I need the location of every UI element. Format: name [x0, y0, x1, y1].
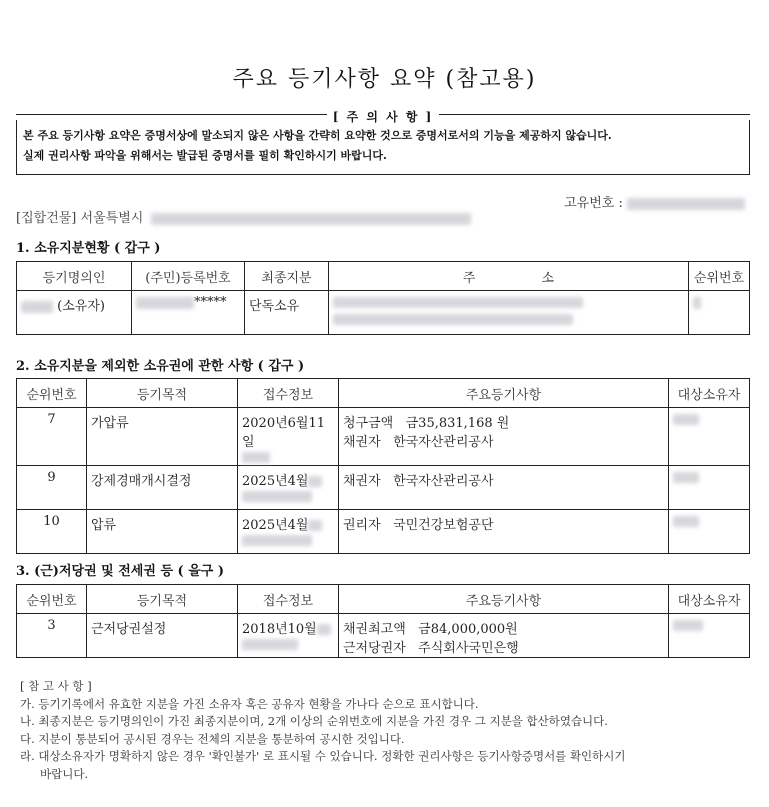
target-owner-cell [669, 408, 750, 466]
redacted-day [308, 520, 322, 531]
regno-cell [132, 291, 245, 335]
target-owner-cell [669, 510, 750, 554]
reference-item: 다. 지분이 통분되어 공시된 경우는 전체의 지분을 통분하여 공시한 것입니다. [20, 731, 405, 746]
receipt-date: 2025년4월 [242, 474, 309, 489]
col-receipt: 접수정보 [238, 379, 339, 408]
redacted-target-owner [673, 472, 699, 483]
table-row [17, 510, 750, 554]
notice-body [16, 120, 750, 175]
redacted-address-line-1 [333, 297, 583, 308]
page-title: 주요 등기사항 요약 (참고용) [232, 67, 537, 92]
receipt-cell [238, 510, 339, 554]
col-rank: 순위번호 [17, 585, 87, 614]
redacted-address-line-2 [333, 314, 573, 325]
col-purpose: 등기목적 [87, 585, 238, 614]
reference-item: 가. 등기기록에서 유효한 지분을 가진 소유자 혹은 공유자 현황을 가나다 순으로 표시합니다. [20, 696, 479, 711]
section1-title: 1. 소유지분현황 ( 갑구 ) [16, 241, 161, 256]
table-header-row [17, 379, 750, 408]
table-row [17, 466, 750, 510]
purpose-cell: 압류 [87, 510, 238, 554]
rank-cell: 10 [17, 510, 87, 554]
details-cell [339, 408, 669, 466]
notice-box [16, 106, 750, 175]
detail-line-2: 근저당권자 주식회사국민은행 [343, 641, 519, 656]
details-cell [339, 510, 669, 554]
table-row [17, 408, 750, 466]
target-owner-cell [669, 466, 750, 510]
detail-line-1: 권리자 국민건강보험공단 [343, 518, 494, 533]
owner-suffix: (소유자) [57, 299, 105, 314]
detail-line-1: 채권최고액 금84,000,000원 [343, 622, 518, 637]
receipt-cell [238, 614, 339, 658]
notice-heading [16, 106, 750, 124]
owner-cell [17, 291, 132, 335]
section3-title: 3. (근)저당권 및 전세권 등 ( 을구 ) [16, 564, 224, 579]
receipt-cell [238, 408, 339, 466]
redacted-target-owner [673, 414, 699, 425]
purpose-cell: 근저당권설정 [87, 614, 238, 658]
redacted-rank [693, 297, 701, 309]
col-regno: (주민)등록번호 [132, 262, 245, 291]
target-owner-cell [669, 614, 750, 658]
receipt-cell [238, 466, 339, 510]
redacted-address [151, 213, 471, 225]
receipt-date: 2020년6월11일 [242, 416, 326, 450]
table-header-row [17, 585, 750, 614]
redacted-day [317, 624, 331, 635]
ownership-table [16, 261, 750, 335]
col-rank: 순위번호 [17, 379, 87, 408]
building-label: [집합건물] [16, 211, 77, 226]
mortgage-table [16, 584, 750, 658]
redacted-receipt-no [242, 535, 312, 546]
detail-line-1: 청구금액 금35,831,168 원 [343, 416, 510, 431]
unique-number [564, 192, 745, 211]
table-row [17, 291, 750, 335]
col-share: 최종지분 [245, 262, 329, 291]
redacted-regno [136, 297, 194, 309]
receipt-date: 2018년10월 [242, 622, 317, 637]
notice-line-1: 본 주요 등기사항 요약은 증명서상에 말소되지 않은 사항을 간략히 요약한 것으로 증명서로서의 기능을 제공하지 않습니다. [23, 129, 612, 142]
col-purpose: 등기목적 [87, 379, 238, 408]
purpose-cell: 가압류 [87, 408, 238, 466]
col-target-owner: 대상소유자 [669, 379, 750, 408]
col-target-owner: 대상소유자 [669, 585, 750, 614]
col-address: 주 소 [329, 262, 689, 291]
col-details: 주요등기사항 [339, 585, 669, 614]
section2-title: 2. 소유지분을 제외한 소유권에 관한 사항 ( 갑구 ) [16, 359, 305, 374]
building-address [16, 207, 471, 226]
building-city: 서울특별시 [80, 211, 144, 226]
regno-mask: ***** [194, 295, 227, 310]
other-rights-table [16, 378, 750, 554]
redacted-receipt-no [242, 452, 270, 463]
redacted-receipt-no [242, 491, 312, 502]
rank-cell [689, 291, 750, 335]
rank-cell: 7 [17, 408, 87, 466]
rank-cell: 9 [17, 466, 87, 510]
reference-item-continuation: 바랍니다. [40, 766, 89, 781]
col-details: 주요등기사항 [339, 379, 669, 408]
reference-heading: [ 참 고 사 항 ] [20, 679, 92, 693]
table-header-row [17, 262, 750, 291]
redacted-owner [21, 301, 53, 313]
address-cell [329, 291, 689, 335]
notice-heading-text: [ 주 의 사 항 ] [327, 110, 440, 124]
redacted-target-owner [673, 620, 703, 631]
redacted-day [308, 476, 322, 487]
col-owner: 등기명의인 [17, 262, 132, 291]
rank-cell: 3 [17, 614, 87, 658]
notice-line-2: 실제 권리사항 파악을 위해서는 발급된 증명서를 필히 확인하시기 바랍니다. [23, 149, 387, 162]
details-cell [339, 466, 669, 510]
share-cell: 단독소유 [245, 291, 329, 335]
redacted-receipt-no [242, 639, 298, 650]
unique-number-label: 고유번호 : [564, 196, 623, 211]
col-rank: 순위번호 [689, 262, 750, 291]
col-receipt: 접수정보 [238, 585, 339, 614]
table-row [17, 614, 750, 658]
reference-item: 나. 최종지분은 등기명의인이 가진 최종지분이며, 2개 이상의 순위번호에 지분을 가진 경우 그 지분을 합산하였습니다. [20, 714, 608, 728]
receipt-date: 2025년4월 [242, 518, 309, 533]
redacted-unique-number [627, 198, 745, 210]
redacted-target-owner [673, 516, 699, 527]
details-cell [339, 614, 669, 658]
detail-line-1: 채권자 한국자산관리공사 [343, 474, 494, 489]
reference-item: 라. 대상소유자가 명확하지 않은 경우 '확인불가' 로 표시될 수 있습니다. 정확한 권리사항은 등기사항증명서를 확인하시기 [20, 749, 626, 763]
reference-notes [20, 678, 740, 783]
detail-line-2: 채권자 한국자산관리공사 [343, 435, 494, 450]
purpose-cell: 강제경매개시결정 [87, 466, 238, 510]
